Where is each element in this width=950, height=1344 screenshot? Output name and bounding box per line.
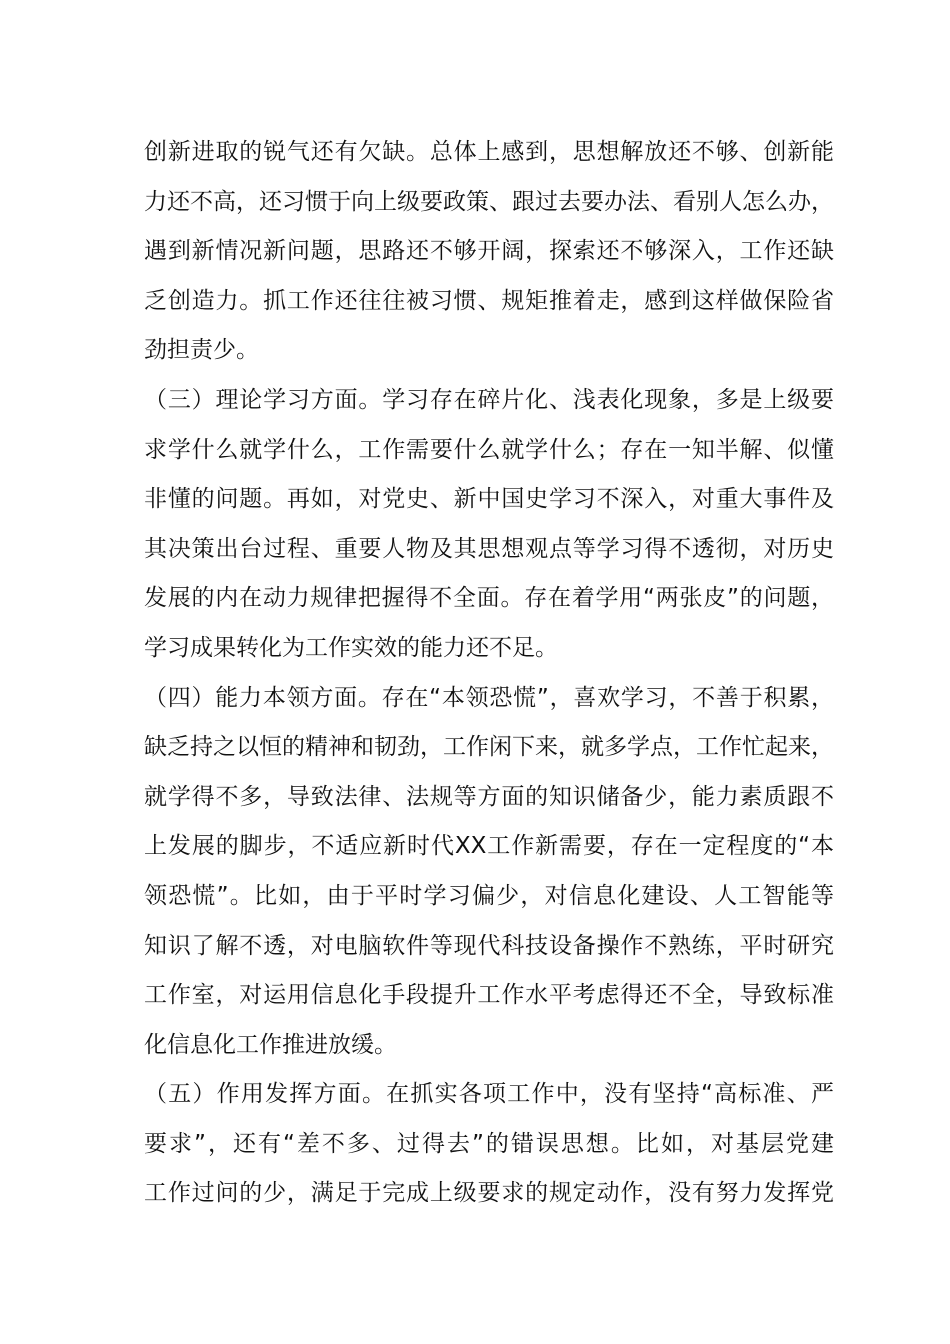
text-line: 求学什么就学什么，工作需要什么就学什么；存在一知半解、似懂 bbox=[144, 436, 834, 463]
text-line: 发展的内在动力规律把握得不全面。存在着学用“两张皮”的问题， bbox=[144, 585, 834, 612]
text-line: 工作室，对运用信息化手段提升工作水平考虑得还不全，导致标准 bbox=[144, 982, 834, 1009]
text-line: 化信息化工作推进放缓。 bbox=[144, 1031, 397, 1058]
text-line: 乏创造力。抓工作还往往被习惯、规矩推着走，感到这样做保险省 bbox=[144, 287, 834, 314]
text-line: （五）作用发挥方面。在抓实各项工作中，没有坚持“高标准、严 bbox=[144, 1081, 834, 1108]
text-line: 要求”，还有“差不多、过得去”的错误思想。比如，对基层党建 bbox=[144, 1130, 834, 1157]
text-line: 领恐慌”。比如，由于平时学习偏少，对信息化建设、人工智能等 bbox=[144, 882, 834, 909]
text-line: 就学得不多，导致法律、法规等方面的知识储备少，能力素质跟不 bbox=[144, 783, 834, 810]
text-line: （三）理论学习方面。学习存在碎片化、浅表化现象，多是上级要 bbox=[144, 386, 834, 413]
text-line: 劲担责少。 bbox=[144, 337, 259, 364]
document-body bbox=[144, 132, 834, 1223]
text-line: 学习成果转化为工作实效的能力还不足。 bbox=[144, 634, 558, 661]
text-line: （四）能力本领方面。存在“本领恐慌”，喜欢学习，不善于积累， bbox=[144, 684, 834, 711]
text-line: 缺乏持之以恒的精神和韧劲，工作闲下来，就多学点，工作忙起来， bbox=[144, 734, 834, 761]
text-line: 创新进取的锐气还有欠缺。总体上感到，思想解放还不够、创新能 bbox=[144, 139, 834, 165]
text-line: 遇到新情况新问题，思路还不够开阔，探索还不够深入，工作还缺 bbox=[144, 238, 834, 265]
text-line: 其决策出台过程、重要人物及其思想观点等学习得不透彻，对历史 bbox=[144, 535, 834, 562]
text-line: 知识了解不透，对电脑软件等现代科技设备操作不熟练，平时研究 bbox=[144, 932, 834, 959]
text-line: 力还不高，还习惯于向上级要政策、跟过去要办法、看别人怎么办， bbox=[144, 188, 834, 215]
text-line: 上发展的脚步，不适应新时代XX工作新需要，存在一定程度的“本 bbox=[144, 833, 834, 860]
text-line: 工作过问的少，满足于完成上级要求的规定动作，没有努力发挥党 bbox=[144, 1180, 834, 1207]
text-line: 非懂的问题。再如，对党史、新中国史学习不深入，对重大事件及 bbox=[144, 486, 834, 513]
